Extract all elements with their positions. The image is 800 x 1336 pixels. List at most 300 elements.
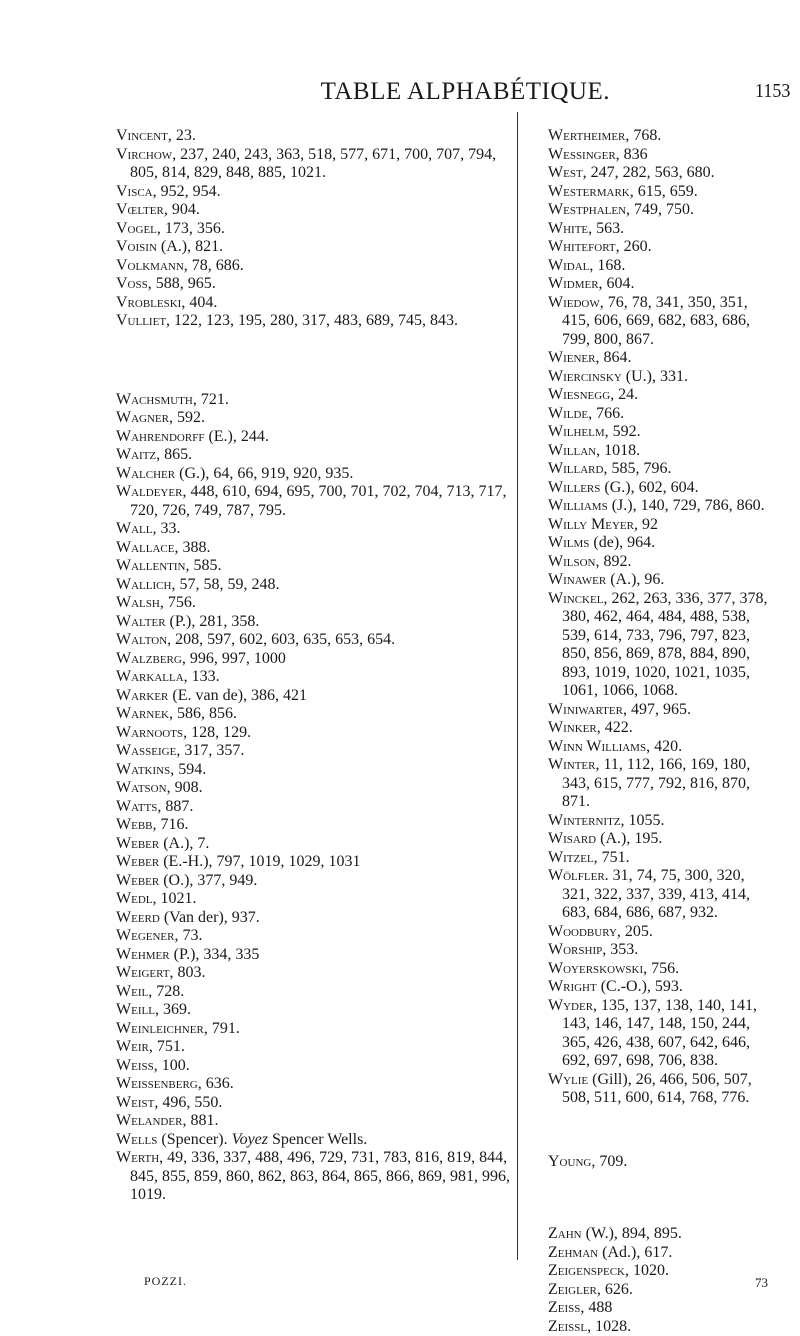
entry-name: Zehman <box>548 1244 598 1261</box>
index-entry <box>116 909 514 928</box>
index-entry <box>116 668 514 687</box>
index-entry <box>548 1071 774 1108</box>
index-entry <box>116 650 514 669</box>
index-entry <box>116 779 514 798</box>
entry-page-refs: (A.), 821. <box>157 238 223 255</box>
index-group-y <box>548 1153 774 1172</box>
index-entry <box>116 742 514 761</box>
index-entry <box>116 705 514 724</box>
index-entry <box>116 761 514 780</box>
index-entry <box>116 1020 514 1039</box>
entry-name: Wyder <box>548 997 593 1014</box>
entry-name: Weir <box>116 1038 149 1055</box>
index-entry <box>548 497 774 516</box>
entry-name: Wiesnegg <box>548 386 610 403</box>
entry-name: Walter <box>116 613 166 630</box>
index-entry <box>548 220 774 239</box>
index-entry <box>116 428 514 447</box>
entry-page-refs: , 133. <box>184 668 220 685</box>
entry-name: White <box>548 220 588 237</box>
entry-page-refs: , 585. <box>185 557 221 574</box>
entry-name: Vœlter <box>116 201 164 218</box>
index-entry <box>548 1153 774 1172</box>
entry-page-refs: , 24. <box>610 386 638 403</box>
entry-name: Wedl <box>116 890 152 907</box>
entry-page-refs: , 173, 356. <box>157 220 225 237</box>
index-entry <box>116 127 514 146</box>
index-entry <box>548 201 774 220</box>
entry-page-refs: (Spencer). Voyez Spencer Wells. <box>157 1131 367 1148</box>
entry-page-refs: , 604. <box>599 275 635 292</box>
index-entry <box>116 391 514 410</box>
index-entry <box>116 201 514 220</box>
entry-name: Winter <box>548 756 595 773</box>
left-column <box>116 127 514 1205</box>
index-entry <box>116 872 514 891</box>
entry-page-refs: , 1055. <box>621 812 665 829</box>
index-entry <box>548 164 774 183</box>
entry-name: Winckel <box>548 590 603 607</box>
entry-page-refs: , 262, 263, 336, 377, 378, 380, 462, 464, 484, 488, 538, 539, 614, 733, 796, 797, 823, 850, 856, 869, 878, 884, 890, 893, 1019, 1020, 1021, 1035, 1061, 1066, 1068. <box>562 590 767 700</box>
entry-name: Wölfler <box>548 867 605 884</box>
index-entry <box>548 294 774 350</box>
entry-page-refs: , 353. <box>602 941 638 958</box>
entry-page-refs: , 497, 965. <box>623 701 691 718</box>
entry-name: Weiss <box>116 1057 154 1074</box>
index-entry <box>116 294 514 313</box>
index-entry <box>116 220 514 239</box>
index-group-w <box>116 391 514 1205</box>
entry-page-refs: (Gill), 26, 466, 506, 507, 508, 511, 600, 614, 768, 776. <box>562 1071 752 1107</box>
index-entry <box>548 275 774 294</box>
entry-page-refs: , 168. <box>589 257 625 274</box>
index-entry <box>548 960 774 979</box>
index-entry <box>116 835 514 854</box>
index-entry <box>548 405 774 424</box>
index-entry <box>116 890 514 909</box>
index-entry <box>548 183 774 202</box>
index-entry <box>548 923 774 942</box>
entry-name: Wright <box>548 978 597 995</box>
entry-name: Webb <box>116 816 153 833</box>
entry-name: Weber <box>116 853 159 870</box>
entry-name: Wilson <box>548 553 596 570</box>
entry-name: Weinleichner <box>116 1020 204 1037</box>
index-entry <box>548 460 774 479</box>
entry-name: Watkins <box>116 761 170 778</box>
entry-name: Watson <box>116 779 167 796</box>
entry-name: Willan <box>548 442 596 459</box>
entry-name: Wessinger <box>548 146 616 163</box>
entry-name: Wehmer <box>116 946 170 963</box>
index-entry <box>548 534 774 553</box>
entry-name: Winn Williams <box>548 738 646 755</box>
entry-name: Voss <box>116 275 148 292</box>
entry-page-refs: , 100. <box>154 1057 190 1074</box>
entry-page-refs: (J.), 140, 729, 786, 860. <box>608 497 765 514</box>
entry-name: Walsh <box>116 594 160 611</box>
entry-page-refs: , 751. <box>149 1038 185 1055</box>
entry-page-refs: , 205. <box>617 923 653 940</box>
entry-name: Willard <box>548 460 603 477</box>
entry-page-refs: , 585, 796. <box>603 460 671 477</box>
entry-page-refs: , 751. <box>594 849 630 866</box>
entry-name: Wasseige <box>116 742 176 759</box>
index-entry <box>548 238 774 257</box>
printer-signature: POZZI. <box>144 1274 187 1289</box>
entry-name: Willers <box>548 479 600 496</box>
entry-page-refs: (A.), 195. <box>596 830 662 847</box>
index-group-w-continued <box>548 127 774 1108</box>
entry-page-refs: , 865. <box>156 446 192 463</box>
index-entry <box>116 613 514 632</box>
entry-page-refs: , 836 <box>616 146 648 163</box>
index-entry <box>116 853 514 872</box>
group-spacer <box>116 331 514 391</box>
entry-page-refs: , 317, 357. <box>176 742 244 759</box>
entry-name: Whitefort <box>548 238 616 255</box>
index-entry <box>116 465 514 484</box>
entry-page-refs: , 791. <box>204 1020 240 1037</box>
index-entry <box>116 964 514 983</box>
index-entry <box>548 571 774 590</box>
entry-page-refs: , 33. <box>152 520 180 537</box>
index-entry <box>116 927 514 946</box>
entry-page-refs: (U.), 331. <box>622 368 688 385</box>
entry-page-refs: (E.), 244. <box>204 428 268 445</box>
entry-page-refs: , 766. <box>588 405 624 422</box>
entry-name: Woyerskowski <box>548 960 643 977</box>
entry-name: Weigert <box>116 964 170 981</box>
entry-page-refs: , 615, 659. <box>630 183 698 200</box>
entry-name: Vogel <box>116 220 157 237</box>
entry-page-refs: , 881. <box>182 1112 218 1129</box>
entry-name: Wallace <box>116 539 174 556</box>
entry-name: Virchow <box>116 146 172 163</box>
index-entry <box>116 183 514 202</box>
entry-page-refs: , 586, 856. <box>169 705 237 722</box>
entry-page-refs: , 78, 686. <box>184 257 244 274</box>
entry-page-refs: , 135, 137, 138, 140, 141, 143, 146, 147, 148, 150, 244, 365, 426, 438, 607, 642, 646, 692, 697, 698, 706, 838. <box>562 997 757 1070</box>
entry-name: Wachsmuth <box>116 391 193 408</box>
index-entry <box>116 983 514 1002</box>
entry-name: Wylie <box>548 1071 588 1088</box>
entry-name: Winternitz <box>548 812 621 829</box>
index-entry <box>548 719 774 738</box>
index-entry <box>548 812 774 831</box>
index-entry <box>116 1094 514 1113</box>
entry-name: Wells <box>116 1131 157 1148</box>
entry-name: Weber <box>116 835 159 852</box>
entry-page-refs: (W.), 894, 895. <box>582 1225 682 1242</box>
entry-name: Wagner <box>116 409 169 426</box>
entry-name: Warker <box>116 687 168 704</box>
entry-page-refs: , 1028. <box>587 1318 631 1335</box>
entry-page-refs: (Ad.), 617. <box>598 1244 672 1261</box>
entry-page-refs: , 76, 78, 341, 350, 351, 415, 606, 669, 682, 683, 686, 799, 800, 867. <box>562 294 750 348</box>
entry-name: Woodbury <box>548 923 617 940</box>
entry-page-refs: , 404. <box>181 294 217 311</box>
sheet-mark: 73 <box>755 1275 768 1291</box>
index-entry <box>548 479 774 498</box>
entry-page-refs: , 422. <box>597 719 633 736</box>
index-entry <box>548 386 774 405</box>
entry-page-refs: , 588, 965. <box>148 275 216 292</box>
entry-name: Zeiss <box>548 1299 580 1316</box>
entry-name: Waldeyer <box>116 483 182 500</box>
entry-name: Vulliet <box>116 312 166 329</box>
entry-name: Walton <box>116 631 167 648</box>
entry-page-refs: (E.-H.), 797, 1019, 1029, 1031 <box>159 853 360 870</box>
index-entry <box>548 1281 774 1300</box>
entry-name: Zahn <box>548 1225 582 1242</box>
index-group-v <box>116 127 514 331</box>
index-entry <box>548 830 774 849</box>
entry-page-refs: , 594. <box>170 761 206 778</box>
index-entry <box>548 553 774 572</box>
index-entry <box>548 756 774 812</box>
index-entry <box>116 146 514 183</box>
entry-page-refs: , 488 <box>580 1299 612 1316</box>
entry-name: Zeigenspeck <box>548 1262 625 1279</box>
entry-page-refs: , 128, 129. <box>183 724 251 741</box>
entry-page-refs: (de), 964. <box>589 534 655 551</box>
entry-name: Weil <box>116 983 148 1000</box>
entry-name: Widal <box>548 257 589 274</box>
index-entry <box>116 1038 514 1057</box>
index-entry <box>548 368 774 387</box>
entry-page-refs: , 49, 336, 337, 488, 496, 729, 731, 783, 816, 819, 844, 845, 855, 859, 860, 862, 863, 864, 865, 866, 869, 981, 996, 1019. <box>130 1149 510 1203</box>
index-entry <box>548 701 774 720</box>
index-entry <box>116 946 514 965</box>
index-entry <box>548 997 774 1071</box>
entry-page-refs: , 23. <box>168 127 196 144</box>
entry-page-refs: , 1021. <box>152 890 196 907</box>
entry-name: Welander <box>116 1112 182 1129</box>
entry-name: Westermark <box>548 183 630 200</box>
entry-name: Winiwarter <box>548 701 623 718</box>
entry-name: Williams <box>548 497 608 514</box>
entry-name: Zeissl <box>548 1318 587 1335</box>
index-entry <box>548 257 774 276</box>
entry-name: Warnek <box>116 705 169 722</box>
index-entry <box>548 516 774 535</box>
index-entry <box>116 687 514 706</box>
entry-page-refs: . 31, 74, 75, 300, 320, 321, 322, 337, 339, 413, 414, 683, 684, 686, 687, 932. <box>562 867 750 921</box>
index-entry <box>116 446 514 465</box>
index-entry <box>548 442 774 461</box>
page-number: 1153 <box>755 80 790 103</box>
entry-page-refs: (P.), 281, 358. <box>166 613 260 630</box>
entry-name: Weill <box>116 1001 155 1018</box>
entry-name: Waitz <box>116 446 156 463</box>
index-entry <box>116 409 514 428</box>
index-entry <box>116 539 514 558</box>
entry-page-refs: (Van der), 937. <box>160 909 260 926</box>
entry-page-refs: , 803. <box>170 964 206 981</box>
index-entry <box>116 238 514 257</box>
index-entry <box>116 557 514 576</box>
index-group-z <box>548 1225 774 1336</box>
index-entry <box>116 816 514 835</box>
entry-page-refs: , 208, 597, 602, 603, 635, 653, 654. <box>167 631 395 648</box>
entry-name: Wiercinsky <box>548 368 622 385</box>
entry-page-refs: , 636. <box>198 1075 234 1092</box>
right-column <box>548 127 774 1336</box>
index-entry <box>116 1131 514 1150</box>
index-entry <box>116 1149 514 1205</box>
entry-page-refs: , 728. <box>148 983 184 1000</box>
index-entry <box>116 257 514 276</box>
entry-page-refs: , 996, 997, 1000 <box>182 650 286 667</box>
entry-name: Zeigler <box>548 1281 597 1298</box>
entry-page-refs: (O.), 377, 949. <box>159 872 257 889</box>
entry-page-refs: , 92 <box>634 516 658 533</box>
entry-page-refs: , 749, 750. <box>626 201 694 218</box>
index-entry <box>548 1318 774 1336</box>
index-entry <box>116 1112 514 1131</box>
index-entry <box>548 738 774 757</box>
entry-name: Wallentin <box>116 557 185 574</box>
entry-page-refs: , 904. <box>164 201 200 218</box>
entry-page-refs: , 592. <box>605 423 641 440</box>
entry-name: Wilde <box>548 405 588 422</box>
entry-name: Wahrendorff <box>116 428 204 445</box>
entry-page-refs: , 887. <box>157 798 193 815</box>
index-entry <box>548 1262 774 1281</box>
entry-page-refs: (A.), 7. <box>159 835 209 852</box>
entry-page-refs: , 1018. <box>596 442 640 459</box>
index-entry <box>116 1075 514 1094</box>
entry-page-refs: , 448, 610, 694, 695, 700, 701, 702, 704, 713, 717, 720, 726, 749, 787, 795. <box>130 483 506 519</box>
index-entry <box>116 483 514 520</box>
entry-name: Wertheimer <box>548 127 625 144</box>
index-entry <box>116 275 514 294</box>
index-entry <box>548 1244 774 1263</box>
entry-page-refs: , 122, 123, 195, 280, 317, 483, 689, 745, 843. <box>166 312 458 329</box>
entry-page-refs: , 563. <box>588 220 624 237</box>
entry-name: Weber <box>116 872 159 889</box>
entry-page-refs: , 592. <box>169 409 205 426</box>
index-entry <box>116 1057 514 1076</box>
entry-page-refs: , 1020. <box>625 1262 669 1279</box>
index-entry <box>116 594 514 613</box>
entry-name: Visca <box>116 183 153 200</box>
index-entry <box>548 941 774 960</box>
index-entry <box>548 423 774 442</box>
entry-page-refs: , 952, 954. <box>153 183 221 200</box>
entry-name: Walcher <box>116 465 175 482</box>
entry-page-refs: , 388. <box>174 539 210 556</box>
index-entry <box>116 631 514 650</box>
entry-page-refs: , 369. <box>155 1001 191 1018</box>
entry-name: Weerd <box>116 909 160 926</box>
index-entry <box>548 1299 774 1318</box>
entry-page-refs: (G.), 602, 604. <box>600 479 698 496</box>
index-entry <box>548 127 774 146</box>
index-entry <box>116 798 514 817</box>
entry-name: Wiedow <box>548 294 600 311</box>
index-entry <box>548 867 774 923</box>
entry-page-refs: , 768. <box>625 127 661 144</box>
entry-page-refs: (A.), 96. <box>606 571 664 588</box>
column-divider <box>517 112 518 1260</box>
entry-page-refs: , 756. <box>160 594 196 611</box>
entry-name: Wilms <box>548 534 589 551</box>
entry-name: Vincent <box>116 127 168 144</box>
entry-page-refs: , 864. <box>595 349 631 366</box>
entry-name: Widmer <box>548 275 599 292</box>
entry-name: Warnoots <box>116 724 183 741</box>
entry-page-refs: , 892. <box>596 553 632 570</box>
entry-page-refs: , 237, 240, 243, 363, 518, 577, 671, 700, 707, 794, 805, 814, 829, 848, 885, 1021. <box>130 146 496 182</box>
index-entry <box>116 724 514 743</box>
entry-page-refs: , 247, 282, 563, 680. <box>583 164 715 181</box>
entry-name: Weissenberg <box>116 1075 198 1092</box>
entry-page-refs: , 908. <box>167 779 203 796</box>
entry-name: Wallich <box>116 576 171 593</box>
entry-name: Wisard <box>548 830 596 847</box>
entry-name: Walzberg <box>116 650 182 667</box>
entry-page-refs: , 420. <box>646 738 682 755</box>
entry-page-refs: (C.-O.), 593. <box>597 978 683 995</box>
index-entry <box>116 312 514 331</box>
entry-name: Weist <box>116 1094 154 1111</box>
entry-page-refs: , 756. <box>643 960 679 977</box>
entry-name: Witzel <box>548 849 594 866</box>
entry-name: Wilhelm <box>548 423 605 440</box>
group-spacer <box>548 1171 774 1225</box>
entry-page-refs: , 11, 112, 166, 169, 180, 343, 615, 777, 792, 816, 870, 871. <box>562 756 750 810</box>
entry-page-refs: , 716. <box>153 816 189 833</box>
entry-name: Werth <box>116 1149 159 1166</box>
entry-name: Wall <box>116 520 152 537</box>
entry-name: Warkalla <box>116 668 184 685</box>
entry-name: Winawer <box>548 571 606 588</box>
entry-name: Worship <box>548 941 602 958</box>
entry-name: Watts <box>116 798 157 815</box>
entry-page-refs: (E. van de), 386, 421 <box>168 687 307 704</box>
entry-page-refs: , 260. <box>616 238 652 255</box>
entry-name: Wiener <box>548 349 595 366</box>
entry-name: Voisin <box>116 238 157 255</box>
index-entry <box>548 978 774 997</box>
index-entry <box>116 1001 514 1020</box>
entry-name: Volkmann <box>116 257 184 274</box>
entry-page-refs: (G.), 64, 66, 919, 920, 935. <box>175 465 353 482</box>
index-entry <box>116 520 514 539</box>
entry-page-refs: , 73. <box>174 927 202 944</box>
index-entry <box>548 146 774 165</box>
entry-name: Young <box>548 1153 591 1170</box>
page-title: TABLE ALPHABÉTIQUE. <box>0 78 610 106</box>
entry-page-refs: , 709. <box>591 1153 627 1170</box>
entry-name: Willy Meyer <box>548 516 634 533</box>
index-entry <box>548 590 774 701</box>
index-entry <box>548 849 774 868</box>
entry-name: Winker <box>548 719 597 736</box>
index-entry <box>548 349 774 368</box>
entry-name: Wegener <box>116 927 174 944</box>
entry-page-refs: , 57, 58, 59, 248. <box>171 576 279 593</box>
entry-name: Westphalen <box>548 201 626 218</box>
entry-name: West <box>548 164 583 181</box>
entry-name: Vrobleski <box>116 294 181 311</box>
entry-page-refs: , 496, 550. <box>154 1094 222 1111</box>
entry-page-refs: , 721. <box>193 391 229 408</box>
index-entry <box>116 576 514 595</box>
index-entry <box>548 1225 774 1244</box>
